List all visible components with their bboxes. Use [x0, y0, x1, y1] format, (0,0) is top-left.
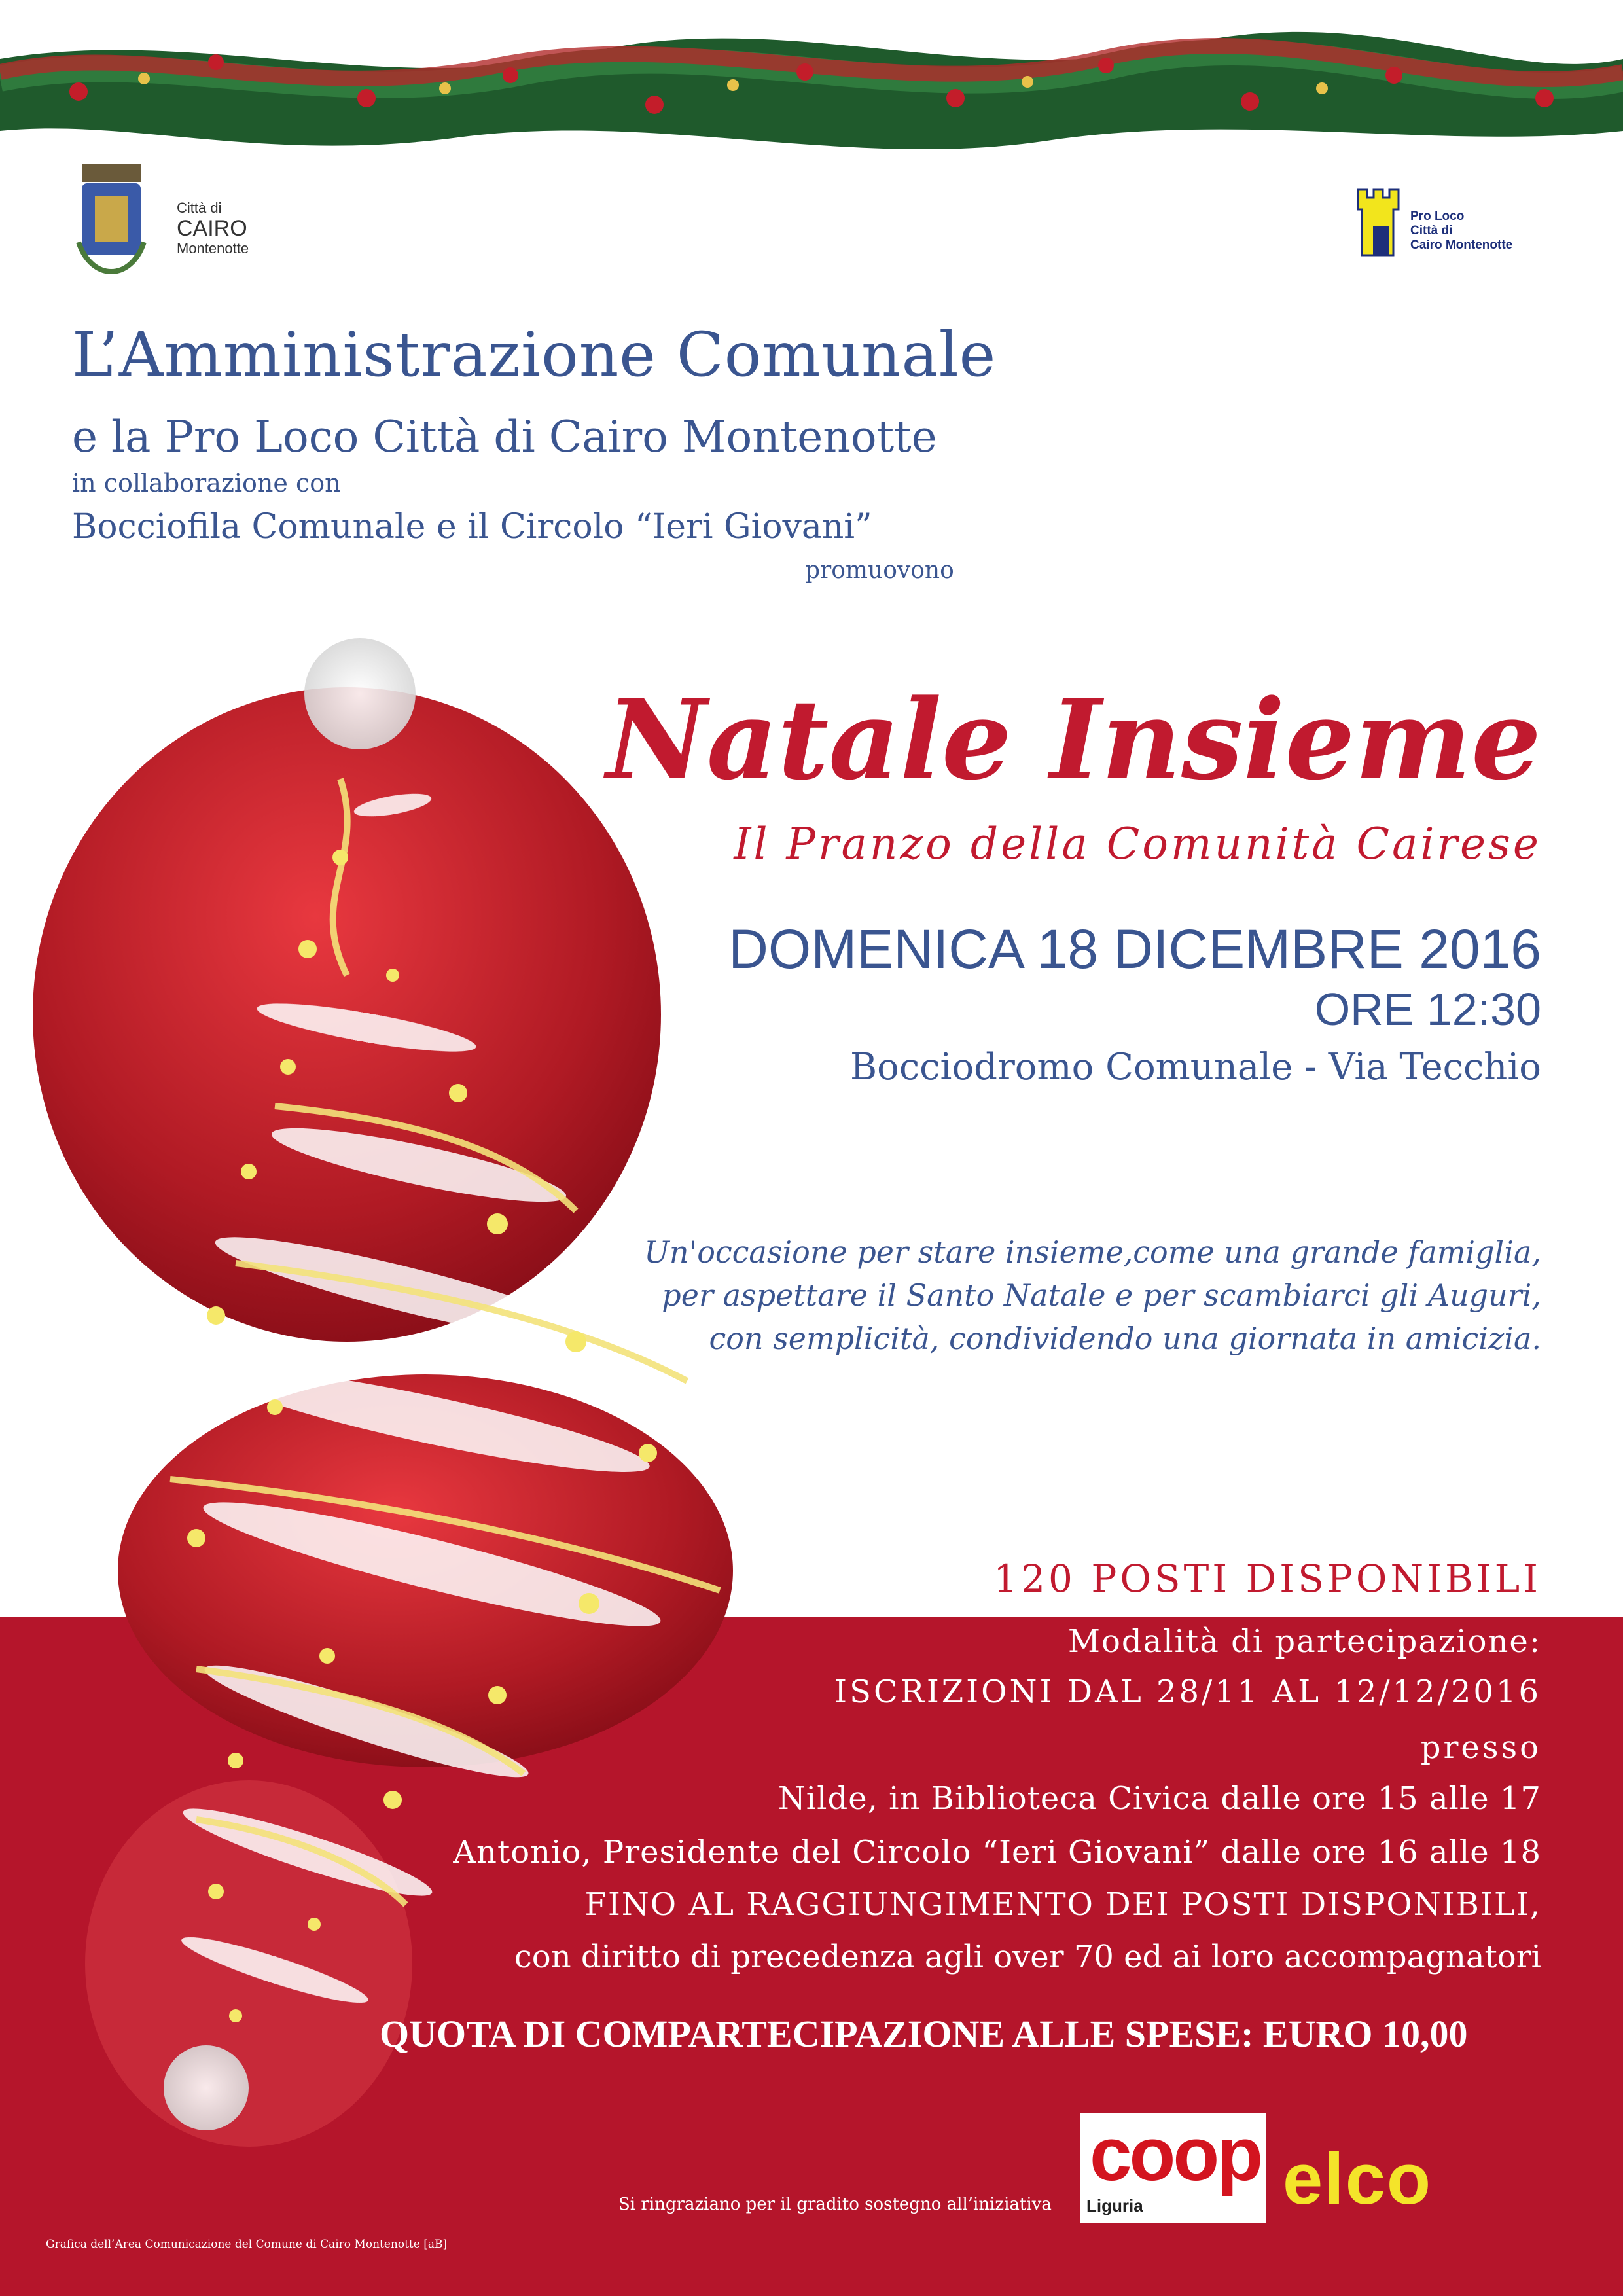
registration-presso: presso — [1420, 1729, 1541, 1766]
description-line1: Un'occasione per stare insieme,come una grande famiglia, — [644, 1234, 1541, 1270]
participation-fee: QUOTA DI COMPARTECIPAZIONE ALLE SPESE: EURO 10,00 — [380, 2013, 1468, 2055]
event-time: ORE 12:30 — [1314, 984, 1541, 1035]
event-description — [644, 1230, 1541, 1360]
proloco-line2: Città di — [1410, 224, 1453, 238]
coop-logo-text: coop — [1090, 2111, 1261, 2197]
sponsor-thanks: Si ringraziano per il gradito sostegno all’iniziativa — [618, 2195, 1052, 2214]
proloco-logo-text — [1410, 209, 1512, 253]
coop-logo-subtext: Liguria — [1086, 2196, 1143, 2215]
graphic-credits: Grafica dell’Area Comunicazione del Comune di Cairo Montenotte [aB] — [46, 2238, 448, 2251]
proloco-line1: Pro Loco — [1410, 209, 1465, 223]
partners-text: Bocciofila Comunale e il Circolo “Ieri Giovani” — [72, 507, 872, 547]
logo-cairo-line3: Montenotte — [177, 240, 249, 257]
description-line3: con semplicità, condividendo una giornata in amicizia. — [709, 1321, 1541, 1356]
registration-until: FINO AL RAGGIUNGIMENTO DEI POSTI DISPONIBILI, — [584, 1886, 1541, 1923]
event-date: DOMENICA 18 DICEMBRE 2016 — [728, 918, 1541, 980]
event-subtitle: Il Pranzo della Comunità Cairese — [734, 819, 1541, 869]
registration-priority: con diritto di precedenza agli over 70 ed ai loro accompagnatori — [514, 1939, 1541, 1975]
registration-dates: ISCRIZIONI DAL 28/11 AL 12/12/2016 — [834, 1674, 1541, 1710]
comune-cairo-logo-text — [177, 200, 249, 257]
elco-logo: elco — [1283, 2139, 1433, 2219]
christmas-ornament-illustration — [0, 609, 753, 2166]
organizer-heading: L’Amministrazione Comunale — [72, 319, 997, 391]
logo-cairo-line1: Città di — [177, 200, 222, 216]
event-title: Natale Insieme — [606, 675, 1541, 804]
logo-cairo-line2: CAIRO — [177, 216, 247, 241]
collaboration-text: in collaborazione con — [72, 469, 341, 497]
description-line2: per aspettare il Santo Natale e per scambiarci gli Auguri, — [662, 1278, 1541, 1313]
organizer-subheading: e la Pro Loco Città di Cairo Montenotte — [72, 412, 937, 462]
participation-mode: Modalità di partecipazione: — [1067, 1623, 1541, 1660]
event-venue: Bocciodromo Comunale - Via Tecchio — [849, 1046, 1541, 1088]
garland-decoration — [0, 0, 1623, 154]
registration-contact-nilde: Nilde, in Biblioteca Civica dalle ore 15 alle 17 — [777, 1780, 1541, 1817]
coat-of-arms-icon — [72, 157, 151, 288]
promote-text: promuovono — [805, 557, 954, 584]
seats-available: 120 POSTI DISPONIBILI — [993, 1556, 1541, 1601]
proloco-line3: Cairo Montenotte — [1410, 238, 1513, 252]
tower-icon — [1355, 187, 1407, 259]
registration-contact-antonio: Antonio, Presidente del Circolo “Ieri Giovani” dalle ore 16 alle 18 — [453, 1834, 1541, 1871]
